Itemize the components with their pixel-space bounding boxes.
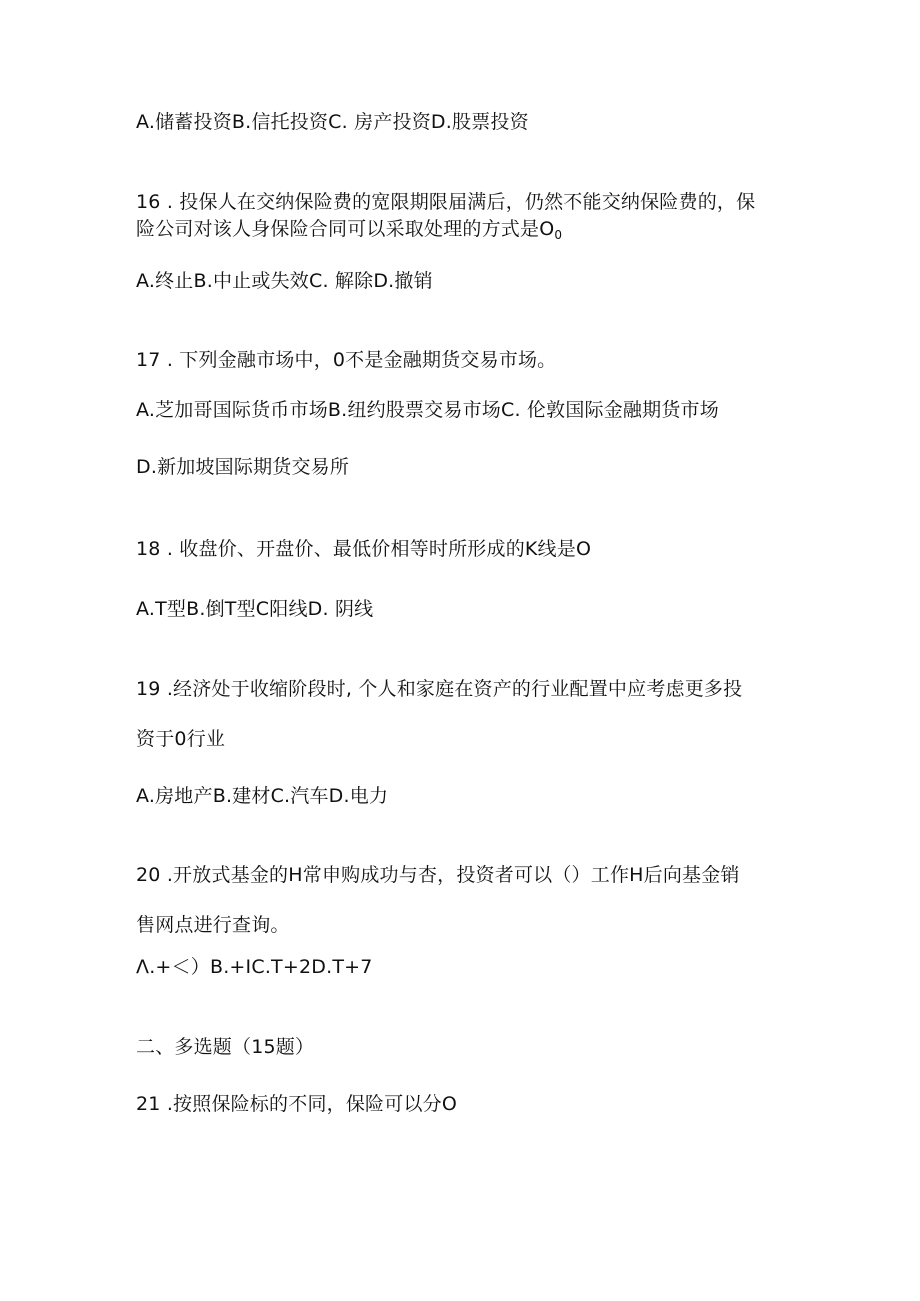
q18-options: A.T型B.倒T型C阳线D. 阴线 (136, 598, 374, 620)
q17-question: 17 . 下列金融市场中，0不是金融期货交易市场。 (136, 349, 557, 371)
q17-options-line-1: A.芝加哥国际货币市场B.纽约股票交易市场C. 伦敦国际金融期货市场 (136, 399, 719, 421)
section-heading-multiple-choice: 二、多选题（15题） (136, 1036, 315, 1058)
q19-options: A.房地产B.建材C.汽车D.电力 (136, 785, 389, 807)
q19-question-line-1: 19 .经济处于收缩阶段时, 个人和家庭在资产的行业配置中应考虑更多投 (136, 678, 743, 700)
q16-question-line-1: 16 . 投保人在交纳保险费的宽限期限届满后，仍然不能交纳保险费的，保 (136, 191, 756, 213)
q20-question-line-2: 售网点进行查询。 (136, 914, 290, 936)
q16-options: A.终止B.中止或失效C. 解除D.撤销 (136, 270, 433, 292)
q20-options: Λ.+＜）B.+IC.T+2D.T+7 (136, 956, 373, 978)
q21-question: 21 .按照保险标的不同，保险可以分O (136, 1093, 458, 1115)
q16-question-line-2 (136, 217, 562, 247)
q17-options-line-2: D.新加坡国际期货交易所 (136, 456, 350, 478)
q16-question-line-2-text: 险公司对该人身保险合同可以采取处理的方式是O (136, 218, 555, 240)
q20-question-line-1: 20 .开放式基金的H常申购成功与杏，投资者可以（）工作H后向基金销 (136, 864, 740, 886)
q19-question-line-2: 资于0行业 (136, 728, 226, 750)
q18-question: 18 . 收盘价、开盘价、最低价相等时所形成的K线是O (136, 538, 592, 560)
q16-subscript: 0 (554, 228, 563, 242)
q15-options: A.储蓄投资B.信托投资C. 房产投资D.股票投资 (136, 111, 529, 133)
